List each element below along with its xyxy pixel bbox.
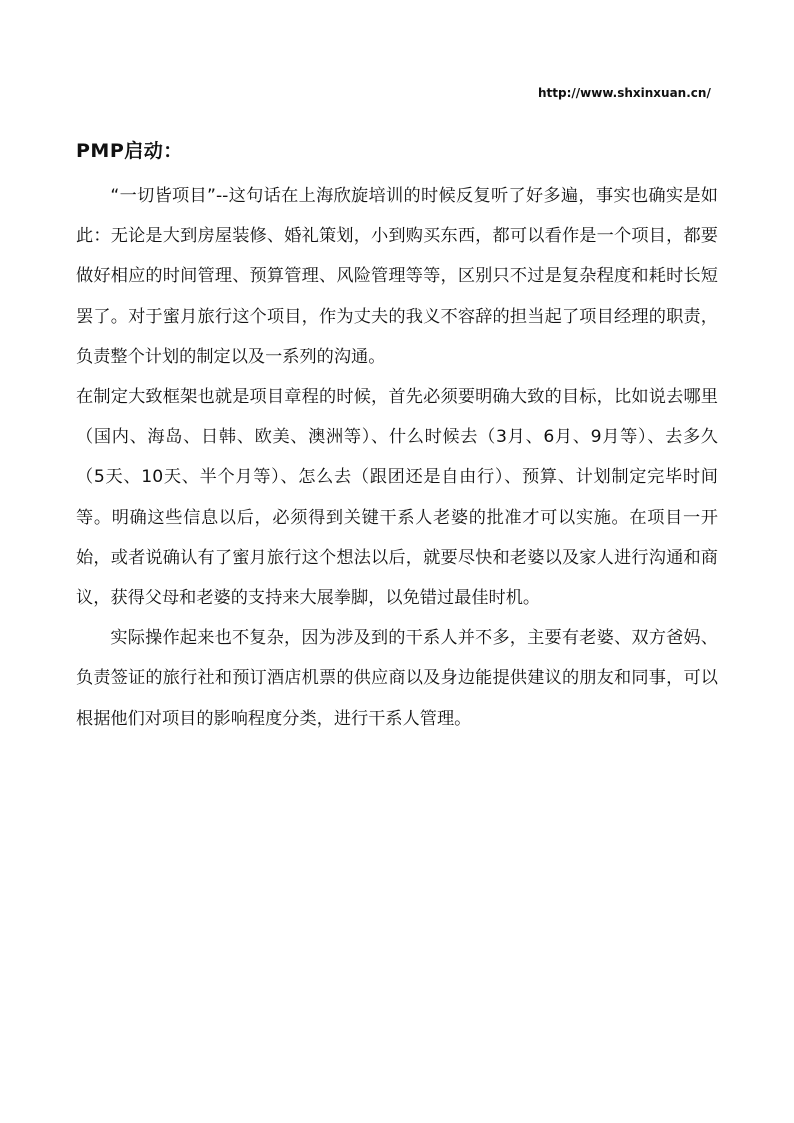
- paragraph-stakeholders: 实际操作起来也不复杂，因为涉及到的干系人并不多，主要有老婆、双方爸妈、负责签证的旅行社和预订酒店机票的供应商以及身边能提供建议的朋友和同事，可以根据他们对项目的影响程度分类，进行干系人管理。: [76, 628, 718, 729]
- header-url: http://www.shxinxuan.cn/: [538, 86, 711, 100]
- document-title: PMP启动：: [76, 140, 183, 162]
- document-body: [76, 136, 718, 739]
- paragraph-project-charter: 在制定大致框架也就是项目章程的时候，首先必须要明确大致的目标，比如说去哪里（国内、海岛、日韩、欧美、澳洲等）、什么时候去（3月、6月、9月等）、去多久（5天、10天、半个月等）、怎么去（跟团还是自由行）、预算、计划制定完毕时间等。明确这些信息以后，必须得到关键干系人老婆的批准才可以实施。在项目一开始，或者说确认有了蜜月旅行这个想法以后，就要尽快和老婆以及家人进行沟通和商议，获得父母和老婆的支持来大展拳脚，以免错过最佳时机。: [76, 387, 718, 609]
- paragraph-intro: “一切皆项目”--这句话在上海欣旋培训的时候反复听了好多遍，事实也确实是如此：无论是大到房屋装修、婚礼策划，小到购买东西，都可以看作是一个项目，都要做好相应的时间管理、预算管理、风险管理等等，区别只不过是复杂程度和耗时长短罢了。对于蜜月旅行这个项目，作为丈夫的我义不容辞的担当起了项目经理的职责，负责整个计划的制定以及一系列的沟通。: [76, 186, 718, 367]
